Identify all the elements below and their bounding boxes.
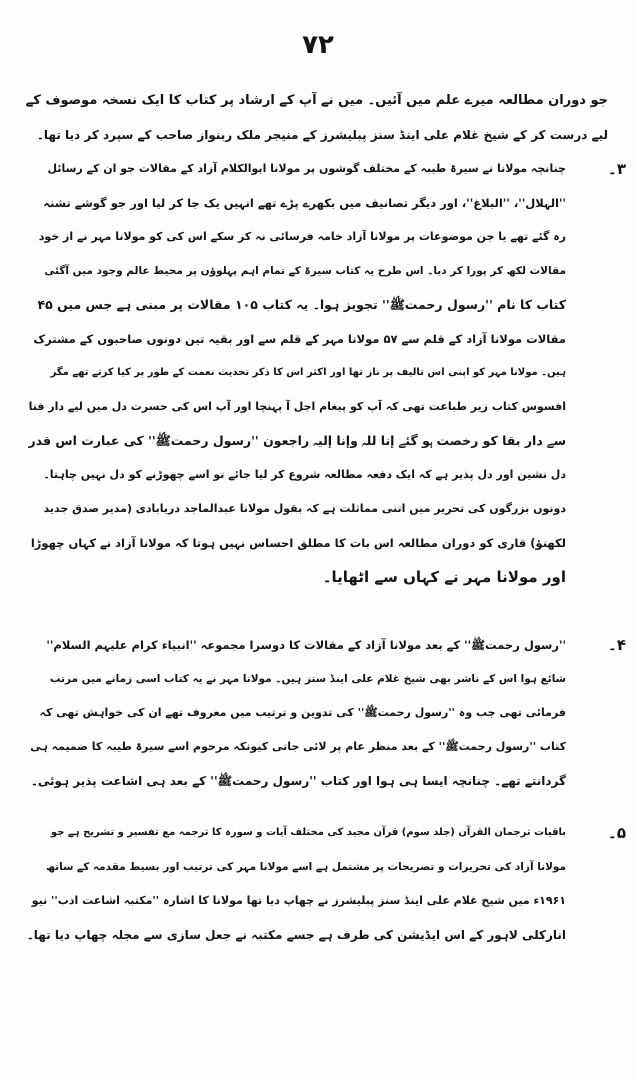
text-line: شائع ہوا اس کے ناشر بھی شیخ غلام علی اینڈ سنز ہیں۔ مولانا مہر نے یہ کتاب اسی زمانے میں مرتب — [49, 673, 566, 685]
text-line: ۱۹۶۱ء میں شیخ غلام علی اینڈ سنز پبلیشرز نے چھاپ دیا تھا مولانا کا اشارہ ''مکتبہ اشاعت ادب'' نیو — [31, 894, 566, 907]
text-line: فرمائی تھی جب وہ ''رسول رحمتﷺ'' کی تدوین و ترتیب میں معروف تھے ان کی خواہش تھی کہ — [39, 706, 566, 719]
text-line: جو دوران مطالعہ میرے علم میں آئیں۔ میں نے آپ کے ارشاد پر کتاب کا ایک نسخہ موصوف کے — [26, 93, 608, 108]
text-line: افسوس کتاب زیر طباعت تھی کہ آپ کو پیغام اجل آ پہنچا اور آپ اس کی حسرت دل میں لیے دار فنا — [28, 400, 566, 413]
text-line: گردانتے تھے۔ چنانچہ ایسا ہی ہوا اور کتاب ''رسول رحمتﷺ'' کے بعد ہی اشاعت پذیر ہوئی۔ — [30, 774, 566, 788]
paragraph-item-5 — [26, 816, 566, 952]
text-line: دل نشین اور دل پذیر ہے کہ ایک دفعہ مطالعہ شروع کر لیا جائے تو اسے چھوڑنے کو دل نہیں چاہتا۔ — [43, 468, 566, 481]
paragraph-item-3 — [26, 152, 566, 594]
text-line: کتاب ''رسول رحمتﷺ'' کے بعد منظر عام پر لائی جاتی کیونکہ مرحوم اسے سیرۃ طیبہ کا ضمیمہ ہی — [30, 740, 566, 753]
paragraph-item-4 — [26, 628, 566, 798]
text-line: لیے درست کر کے شیخ غلام علی اینڈ سنز پبلیشرز کے منیجر ملک ربنواز صاحب کے سپرد کر دیا تھا۔ — [36, 128, 608, 142]
text-line: لکھنؤ) قاری کو دوران مطالعہ اس بات کا مطلق احساس نہیں ہوتا کہ مولانا آزاد نے کہاں چھوڑا — [30, 536, 566, 550]
text-line: اور مولانا مہر نے کہاں سے اٹھایا۔ — [322, 568, 566, 586]
text-line: ''رسول رحمتﷺ'' کے بعد مولانا آزاد کے مقالات کا دوسرا مجموعہ ''انبیاء کرام علیہم السلام'' — [46, 638, 566, 652]
page-number: ۷۲ — [302, 30, 334, 60]
text-line: ''الہلال''، ''البلاغ''، اور دیگر تصانیف میں بکھرے پڑے تھے انہیں یک جا کر لیا اور جو گوشے تشنہ — [43, 196, 566, 210]
text-line: انارکلی لاہور کے اس ایڈیشن کی طرف ہے جسے مکتبہ نے جعل سازی سے مجلہ چھاپ دیا تھا۔ — [26, 928, 566, 942]
text-line: رہ گئے تھے یا جن موضوعات پر مولانا آزاد خامہ فرسائی نہ کر سکے اس کی کو مولانا مہر نے از خود — [38, 230, 566, 243]
text-line: دونوں بزرگوں کی تحریر میں اتنی مماثلت ہے کہ بقول مولانا عبدالماجد دریابادی (مدیر صدق جدید — [43, 502, 566, 515]
text-line: کتاب کا نام ''رسول رحمتﷺ'' تجویز ہوا۔ یہ کتاب ۱۰۵ مقالات پر مبنی ہے جس میں ۴۵ — [37, 297, 566, 312]
item-number-5: ۵۔ — [608, 824, 626, 842]
text-line: باقیات ترجمان القرآن (جلد سوم) قرآن مجید کی مختلف آیات و سورہ کا ترجمہ مع تفسیر و تشریح ہے جو — [50, 827, 566, 838]
item-number-4: ۴۔ — [608, 636, 626, 654]
text-line: چنانچہ مولانا نے سیرۃ طیبہ کے مختلف گوشوں پر مولانا ابوالکلام آزاد کے مقالات جو ان کے رسائل — [47, 162, 566, 175]
text-line: مقالات لکھ کر پورا کر دیا۔ اس طرح یہ کتاب سیرۃ کے تمام اہم پہلوؤں پر محیط عالم وجود میں آگئی — [44, 265, 566, 277]
item-number-3: ۳۔ — [608, 160, 626, 178]
text-line: مولانا آزاد کی تحریرات و تصریحات پر مشتمل ہے اسے مولانا مہر کی ترتیب اور بسیط مقدمہ کے ساتھ — [45, 861, 566, 873]
text-line: سے دار بقا کو رخصت ہو گئے إنا للہ وإنا إلیہ راجعون ''رسول رحمتﷺ'' کی عبارت اس قدر — [28, 433, 566, 448]
text-line: ہیں۔ مولانا مہر کو اپنی اس تالیف پر ناز تھا اور اکثر اس کا ذکر تحدیث نعمت کے طور پر کیا کرتے تھے مگر — [50, 367, 566, 378]
text-line: مقالات مولانا آزاد کے قلم سے ۵۷ مولانا مہر کے قلم سے اور بقیہ تین دونوں صاحبوں کے مشترک — [33, 332, 566, 346]
paragraph-continuation — [26, 84, 608, 152]
